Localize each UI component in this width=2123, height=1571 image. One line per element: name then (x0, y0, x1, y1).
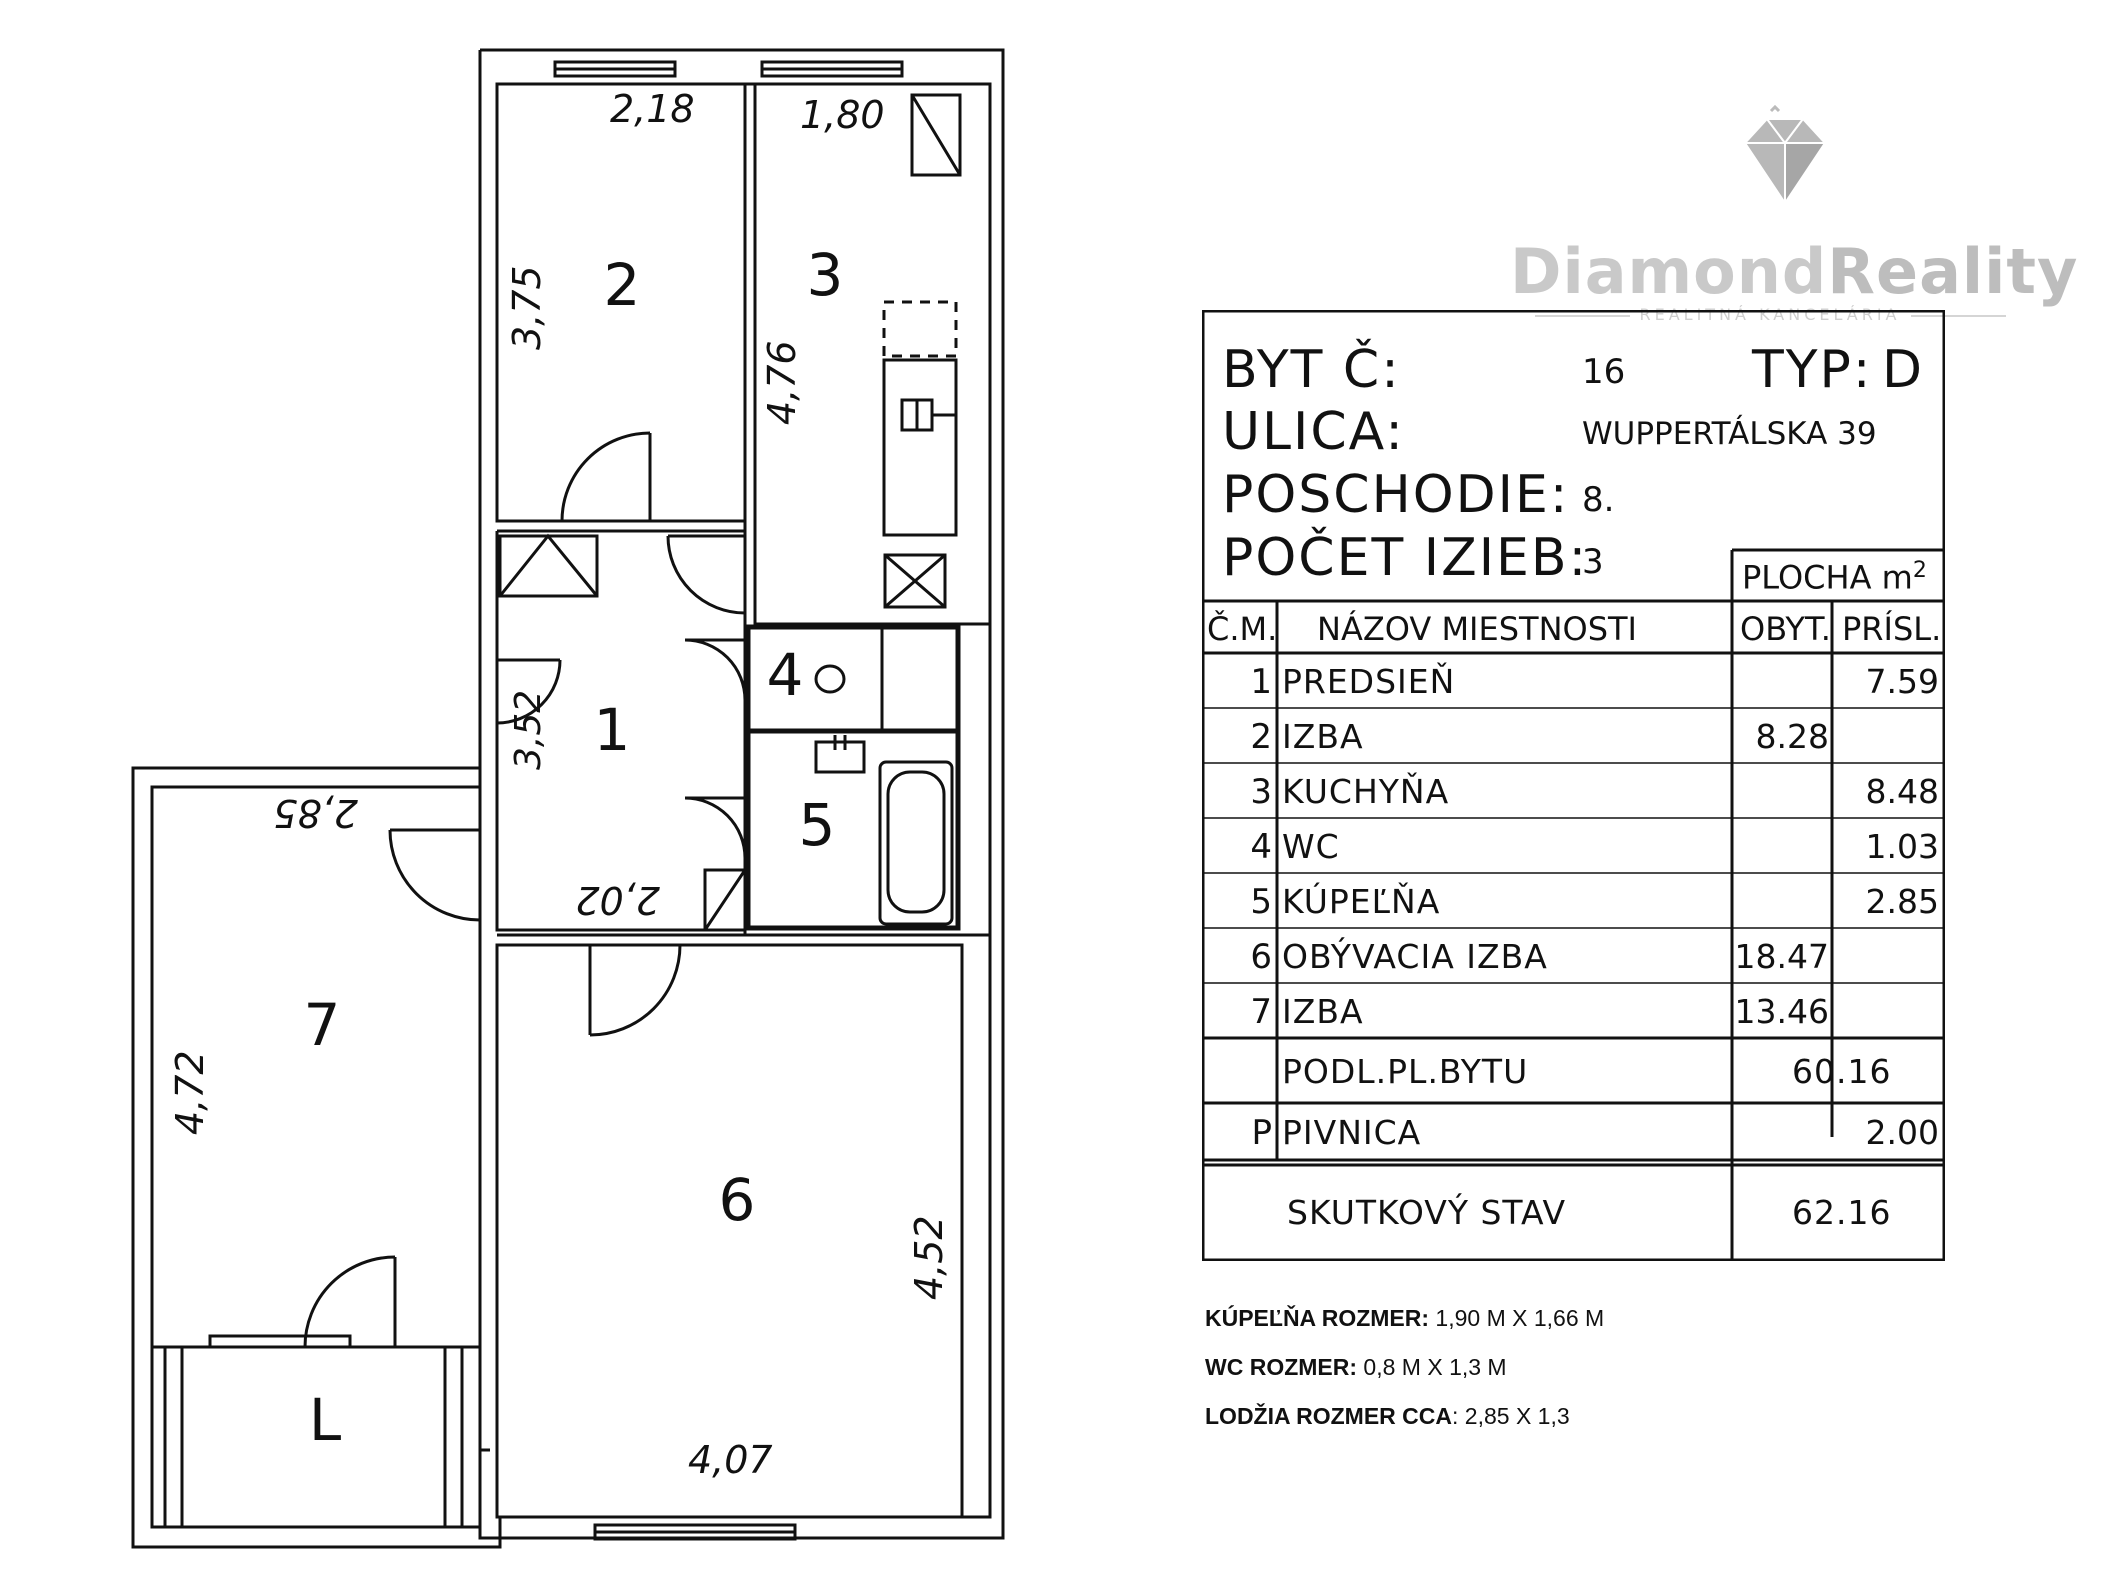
room-label-L: L (308, 1386, 342, 1454)
row-prisl: 1.03 (1865, 827, 1939, 866)
col-prisl: PRÍSL. (1842, 610, 1942, 648)
window-room-7 (210, 1336, 350, 1347)
dim-room1-height: 3,52 (508, 689, 549, 770)
diamond-icon (1725, 105, 1845, 215)
note-value: 0,8 M X 1,3 M (1357, 1354, 1507, 1380)
row-prisl: 2.85 (1865, 882, 1939, 921)
washbasin (816, 742, 864, 772)
pivnica-name: PIVNICA (1282, 1113, 1422, 1152)
logo-brand-first: Diamond (1510, 235, 1828, 308)
ulica-label: ULICA: (1222, 402, 1405, 462)
room-label-2: 2 (603, 251, 641, 319)
pivnica-num: P (1251, 1113, 1272, 1153)
note-label: KÚPEĽŇA ROZMER: (1205, 1305, 1430, 1331)
row-obyt: 13.46 (1734, 992, 1829, 1031)
room-label-7: 7 (303, 991, 341, 1059)
row-num: 2 (1250, 717, 1272, 757)
row-name: KÚPEĽŇA (1282, 882, 1441, 921)
podl-value: 60.16 (1792, 1052, 1892, 1091)
door-room-3 (668, 536, 745, 613)
room-label-1: 1 (593, 696, 631, 764)
note-loggia (1205, 1403, 1604, 1430)
pocet-value: 3 (1582, 542, 1604, 582)
pocet-label: POČET IZIEB: (1222, 528, 1589, 588)
wardrobe (500, 536, 597, 596)
dim-room7-height: 4,72 (168, 1050, 212, 1135)
room-label-6: 6 (718, 1166, 756, 1234)
dim-room6-width: 4,07 (688, 1438, 773, 1482)
row-num: 4 (1250, 827, 1272, 867)
pivnica-value: 2.00 (1865, 1113, 1939, 1152)
plocha-label: PLOCHA m (1742, 558, 1913, 597)
dim-room2-height: 3,75 (505, 265, 549, 350)
room-label-4: 4 (766, 641, 804, 709)
note-wc (1205, 1354, 1604, 1381)
closet (705, 870, 745, 930)
door-room-7 (390, 830, 480, 920)
row-prisl: 8.48 (1865, 772, 1939, 811)
dimension-notes (1205, 1305, 1604, 1452)
podl-label: PODL.PL.BYTU (1282, 1052, 1529, 1091)
dim-room6-height: 4,52 (907, 1215, 951, 1300)
note-value: 1,90 M X 1,66 M (1429, 1305, 1605, 1331)
ulica-value: WUPPERTÁLSKA 39 (1582, 416, 1877, 452)
row-name: OBÝVACIA IZBA (1282, 937, 1548, 976)
logo-tagline: REALITNÁ KANCELÁRIA (1500, 305, 2040, 324)
door-loggia (305, 1257, 395, 1347)
dim-room3-width: 1,80 (800, 93, 885, 137)
room-label-5: 5 (798, 791, 836, 859)
row-num: 6 (1250, 937, 1272, 977)
byt-label: BYT Č: (1222, 340, 1401, 400)
door-room-6 (590, 945, 680, 1035)
row-num: 1 (1250, 662, 1272, 702)
row-obyt: 8.28 (1755, 717, 1829, 756)
row-name: PREDSIEŇ (1282, 662, 1456, 701)
skutkovy-value: 62.16 (1792, 1193, 1892, 1232)
poschodie-value: 8. (1582, 480, 1615, 520)
note-bathroom (1205, 1305, 1604, 1332)
skutkovy-label: SKUTKOVÝ STAV (1287, 1193, 1567, 1232)
row-name: IZBA (1282, 992, 1364, 1031)
row-num: 5 (1250, 882, 1272, 922)
row-name: KUCHYŇA (1282, 772, 1450, 811)
note-label: WC ROZMER: (1205, 1354, 1358, 1380)
note-label: LODŽIA ROZMER CCA (1205, 1403, 1453, 1429)
dim-room2-width: 2,18 (610, 87, 695, 131)
kitchen-counter (884, 360, 956, 535)
outer-wall (480, 50, 1003, 1538)
room-label-3: 3 (806, 241, 844, 309)
logo-brand-second: Reality (1827, 235, 2079, 308)
typ-value: D (1882, 340, 1925, 400)
row-prisl: 7.59 (1865, 662, 1939, 701)
plocha-header (1742, 558, 1927, 597)
poschodie-label: POSCHODIE: (1222, 465, 1570, 525)
dim-room7-width: 2,85 (273, 791, 358, 835)
toilet (816, 666, 844, 692)
door-room-2 (562, 433, 650, 521)
row-num: 3 (1250, 772, 1272, 812)
diamond-reality-logo (1500, 105, 2079, 335)
row-name: IZBA (1282, 717, 1364, 756)
chimney (912, 95, 960, 175)
apartment-info-table (1202, 310, 1945, 1261)
door-room-4 (685, 640, 745, 700)
dim-room1-width: 2,02 (575, 878, 660, 922)
logo-wordmark (1510, 235, 2078, 308)
byt-value: 16 (1582, 352, 1626, 392)
col-obyt: OBYT. (1740, 610, 1831, 648)
door-room-5 (685, 798, 745, 858)
dim-room3-height: 4,76 (760, 340, 804, 425)
typ-label: TYP: (1752, 340, 1873, 400)
plocha-sup: 2 (1912, 558, 1927, 583)
row-name: WC (1282, 827, 1340, 866)
row-num: 7 (1250, 992, 1272, 1032)
col-cm: Č.M. (1207, 610, 1278, 648)
stove (884, 302, 956, 356)
col-nazov: NÁZOV MIESTNOSTI (1317, 610, 1637, 648)
row-obyt: 18.47 (1734, 937, 1829, 976)
note-value: : 2,85 X 1,3 (1452, 1403, 1570, 1429)
